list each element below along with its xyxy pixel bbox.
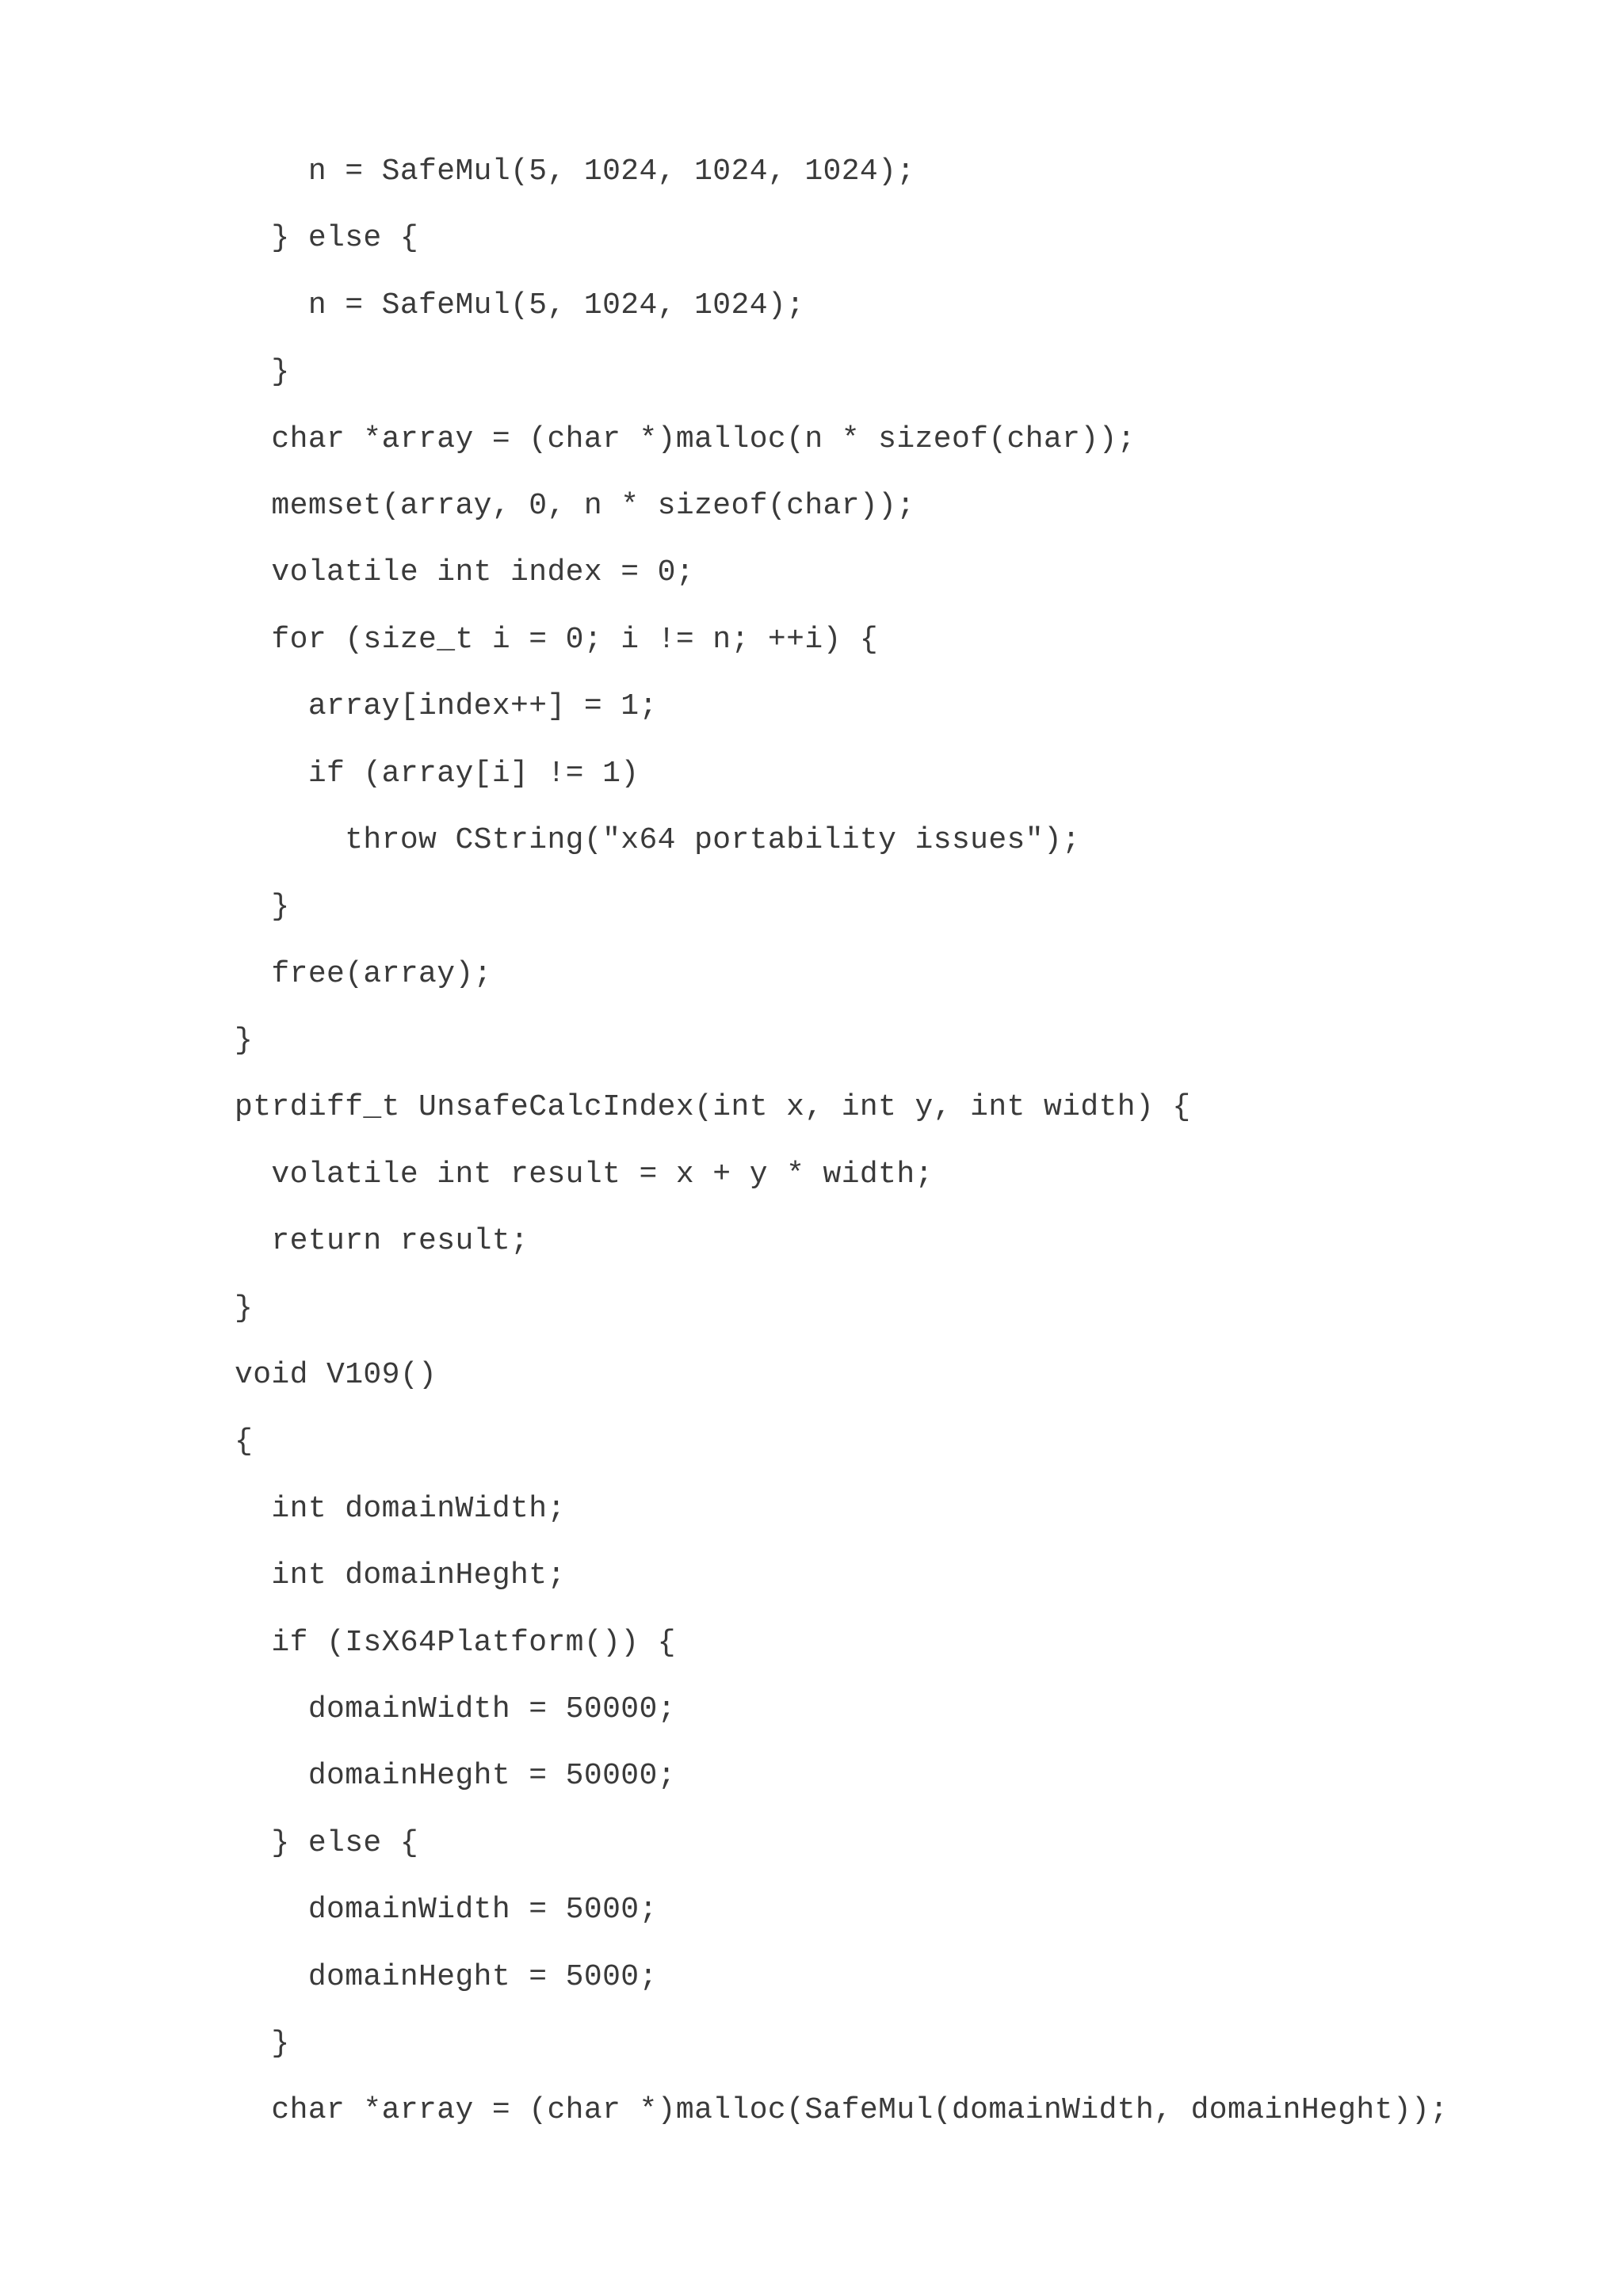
code-line: } else { [235,221,419,256]
code-line: memset(array, 0, n * sizeof(char)); [235,488,915,523]
code-line: free(array); [235,956,492,991]
code-line: domainWidth = 5000; [235,1893,658,1928]
code-line: { [235,1425,254,1459]
code-line: if (array[i] != 1) [235,756,640,791]
code-line: n = SafeMul(5, 1024, 1024); [235,288,805,322]
code-line: domainHeght = 5000; [235,1959,658,1994]
code-line: domainHeght = 50000; [235,1759,676,1794]
code-line: volatile int index = 0; [235,555,695,590]
code-line: } else { [235,1825,419,1860]
code-line: return result; [235,1224,529,1259]
code-listing [235,147,1448,2153]
code-line: int domainWidth; [235,1491,566,1526]
code-line: throw CString("x64 portability issues"); [235,822,1081,857]
code-line: char *array = (char *)malloc(n * sizeof(char)); [235,421,1136,456]
code-line: void V109() [235,1358,437,1393]
code-line: if (IsX64Platform()) { [235,1625,676,1660]
code-line: } [235,890,290,925]
code-line: } [235,1024,254,1058]
code-line: } [235,355,290,390]
code-line: domainWidth = 50000; [235,1691,676,1726]
code-line: volatile int result = x + y * width; [235,1157,934,1192]
code-line: char *array = (char *)malloc(SafeMul(domainWidth, domainHeght)); [235,2093,1449,2128]
code-line: ptrdiff_t UnsafeCalcIndex(int x, int y, int width) { [235,1090,1191,1125]
code-line: array[index++] = 1; [235,689,658,724]
code-line: n = SafeMul(5, 1024, 1024, 1024); [235,154,915,189]
code-line: } [235,2026,290,2061]
code-line: } [235,1291,254,1325]
code-line: int domainHeght; [235,1558,566,1593]
code-line: for (size_t i = 0; i != n; ++i) { [235,622,879,657]
